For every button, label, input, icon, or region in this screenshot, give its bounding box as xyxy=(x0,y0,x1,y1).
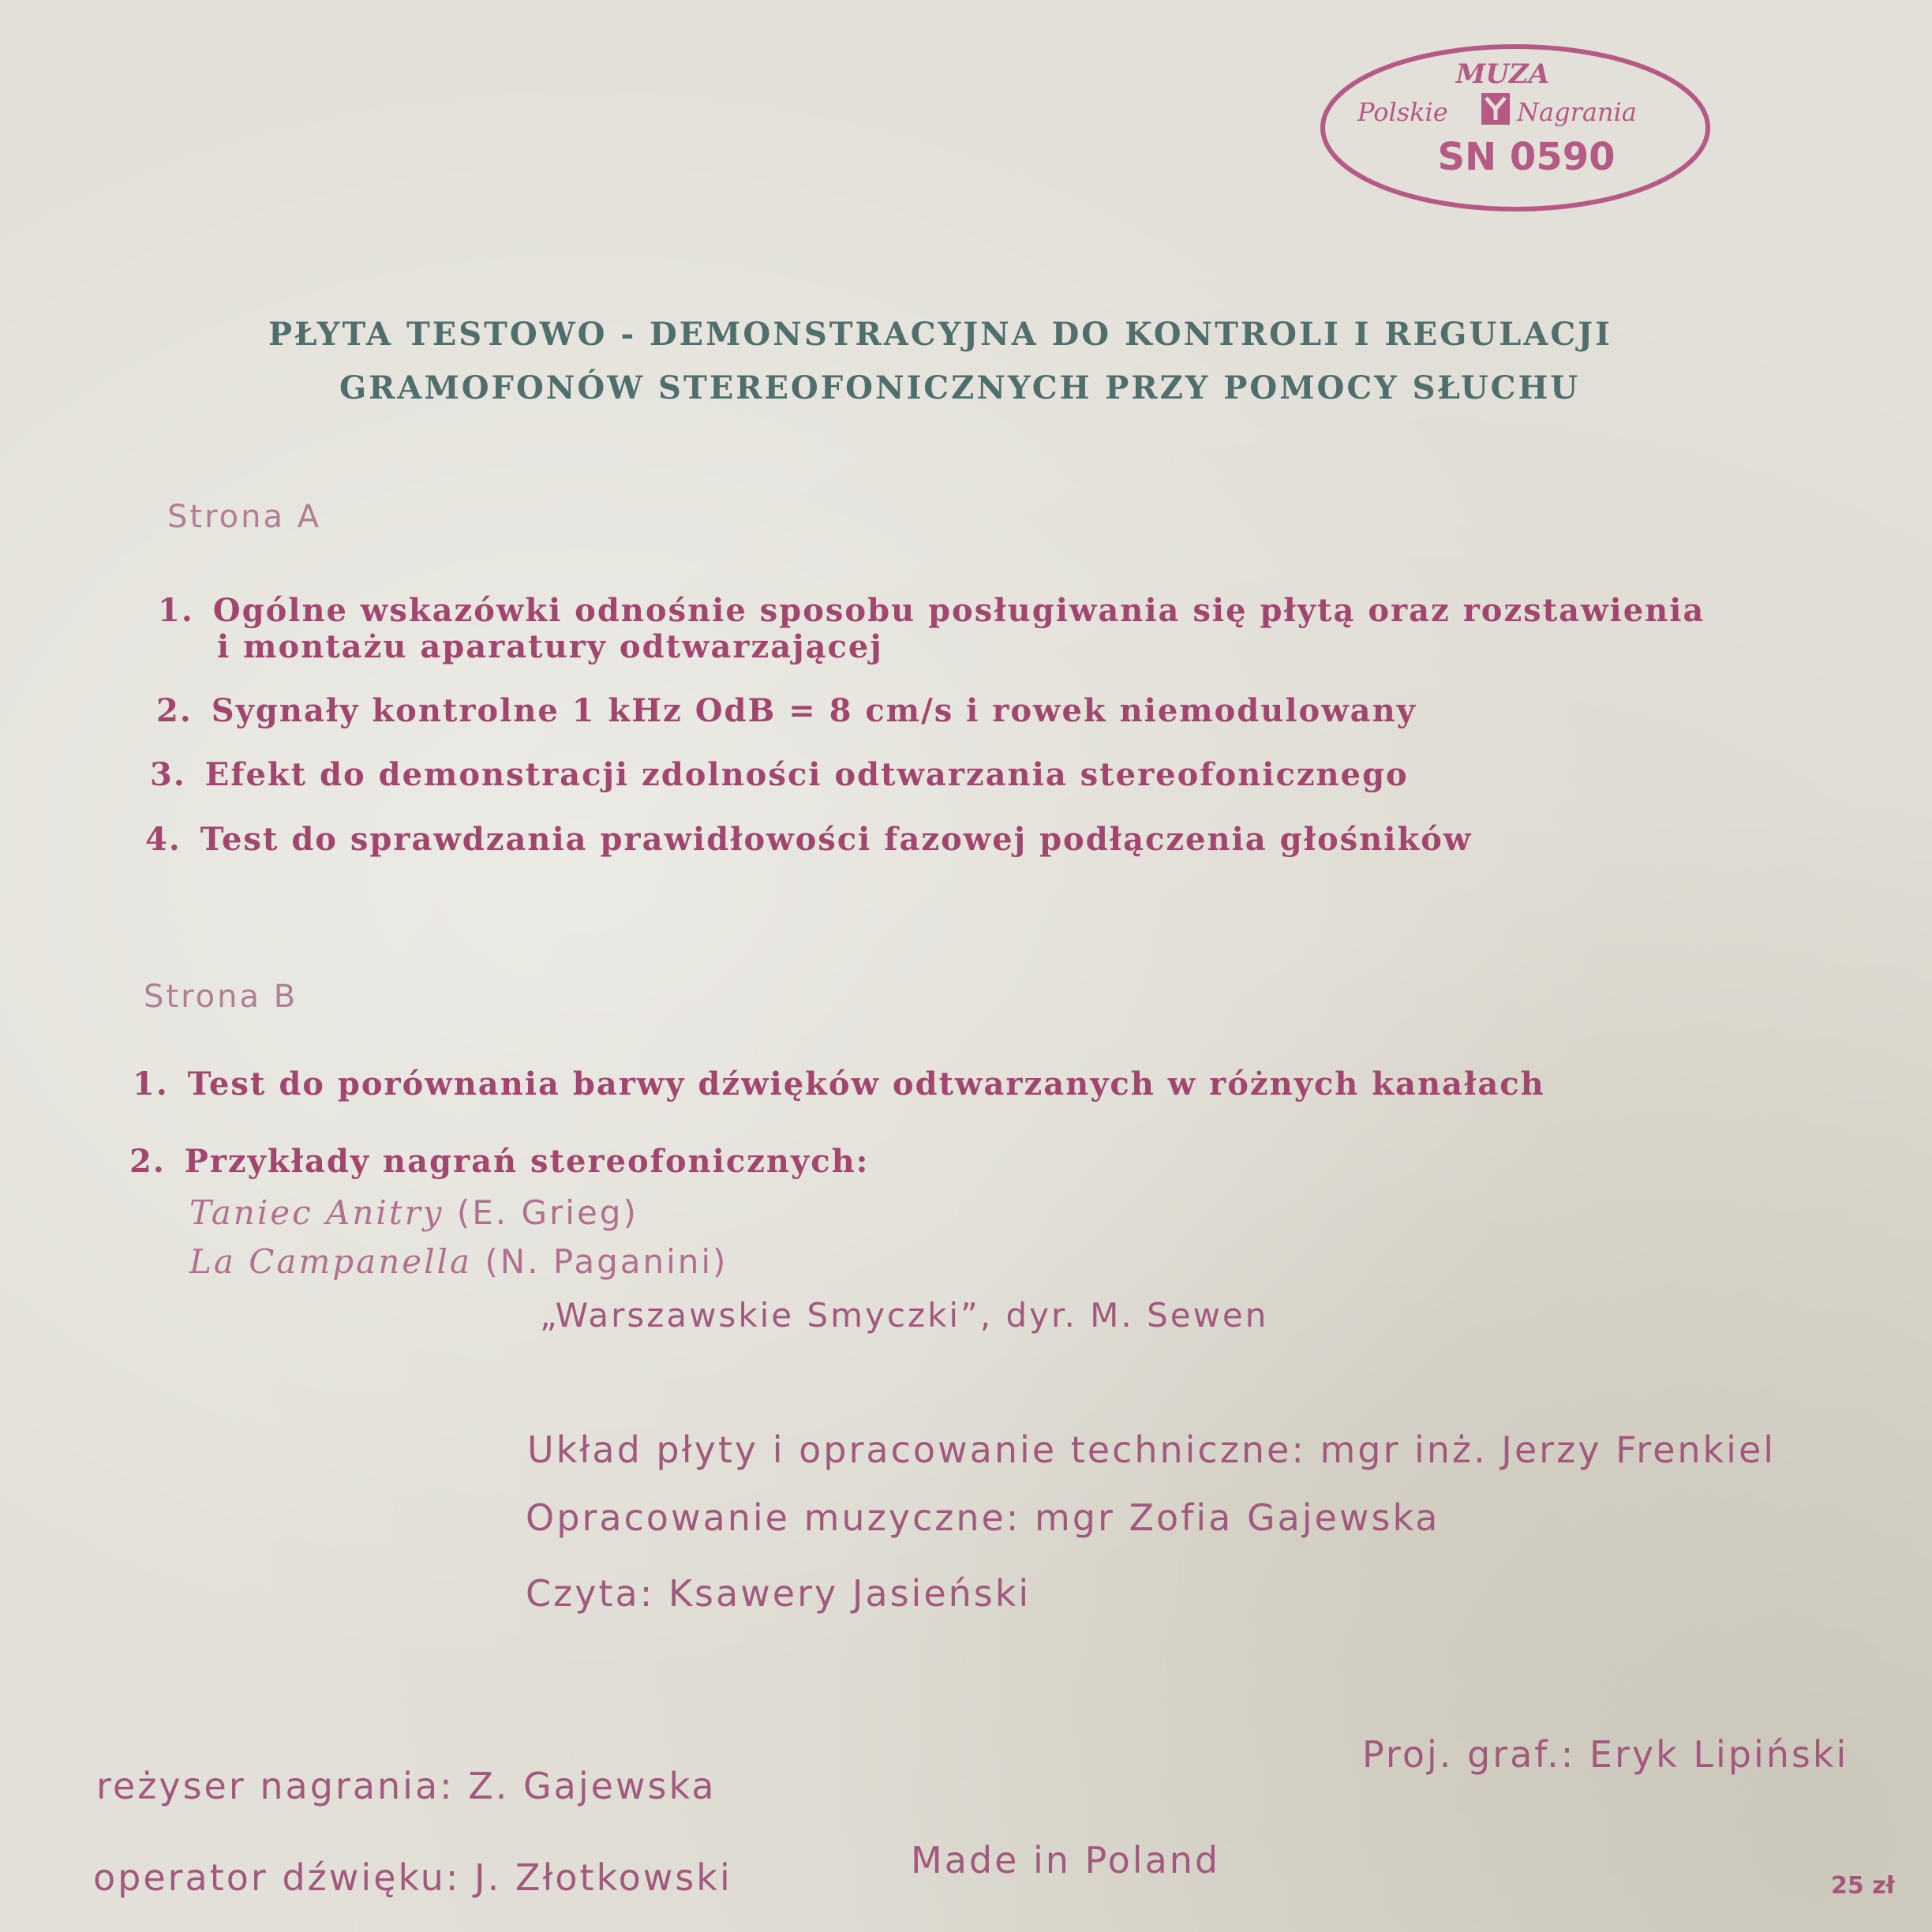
side-a-item-1-continued: i montażu aparatury odtwarzającej xyxy=(217,628,883,665)
side-a-heading: Strona A xyxy=(167,499,322,535)
stamp-graphic xyxy=(1320,43,1711,213)
title-line-2: GRAMOFONÓW STEREOFONICZNYCH PRZY POMOCY SŁUCHU xyxy=(339,369,1581,406)
side-b-item-1 xyxy=(133,1065,1545,1103)
credit-layout: Układ płyty i opracowanie techniczne: mgr inż. Jerzy Frenkiel xyxy=(527,1428,1777,1471)
price-label: 25 zł xyxy=(1831,1872,1895,1900)
muza-stamp xyxy=(1320,43,1711,213)
item-number: 4. xyxy=(145,821,182,858)
side-a-item-2 xyxy=(156,692,1417,729)
example-composer: (N. Paganini) xyxy=(485,1242,728,1281)
origin-label: Made in Poland xyxy=(911,1839,1221,1881)
stamp-catalog-number: SN 0590 xyxy=(1437,135,1616,179)
item-text: Przykłady nagrań stereofonicznych: xyxy=(184,1143,870,1180)
item-text: Ogólne wskazówki odnośnie sposobu posługiwania się płytą oraz rozstawienia xyxy=(212,592,1705,629)
item-number: 1. xyxy=(158,592,194,629)
credit-graphic: Proj. graf.: Eryk Lipiński xyxy=(1362,1733,1849,1776)
item-number: 1. xyxy=(133,1065,169,1103)
item-number: 2. xyxy=(156,692,193,729)
item-text: Efekt do demonstracji zdolności odtwarzania stereofonicznego xyxy=(204,756,1409,793)
title-line-1: PŁYTA TESTOWO - DEMONSTRACYJNA DO KONTROLI I REGULACJI xyxy=(268,316,1612,353)
credit-director: reżyser nagrania: Z. Gajewska xyxy=(96,1765,717,1807)
side-a-item-4 xyxy=(145,821,1472,858)
stamp-left-text: Polskie xyxy=(1357,97,1448,127)
credit-reader: Czyta: Ksawery Jasieński xyxy=(526,1572,1032,1615)
item-text: Sygnały kontrolne 1 kHz OdB = 8 cm/s i rowek niemodulowany xyxy=(211,692,1417,729)
item-number: 3. xyxy=(150,756,186,793)
item-text: Test do porównania barwy dźwięków odtwarzanych w różnych kanałach xyxy=(187,1065,1545,1103)
item-text: Test do sprawdzania prawidłowości fazowej podłączenia głośników xyxy=(200,821,1473,858)
credit-operator: operator dźwięku: J. Złotkowski xyxy=(93,1856,732,1899)
stamp-right-text: Nagrania xyxy=(1517,97,1637,127)
side-a-item-1 xyxy=(158,592,1705,629)
example-2 xyxy=(189,1242,728,1281)
example-title: La Campanella xyxy=(189,1242,473,1281)
side-b-heading: Strona B xyxy=(144,979,298,1015)
example-composer: (E. Grieg) xyxy=(456,1193,638,1232)
example-1 xyxy=(189,1193,638,1232)
side-b-item-2 xyxy=(129,1143,869,1180)
credit-music: Opracowanie muzyczne: mgr Zofia Gajewska xyxy=(526,1496,1440,1539)
example-title: Taniec Anitry xyxy=(189,1193,444,1232)
side-a-item-3 xyxy=(150,756,1409,793)
stamp-brand: MUZA xyxy=(1455,58,1550,90)
item-number: 2. xyxy=(129,1143,166,1180)
performer-line: „Warszawskie Smyczki”, dyr. M. Sewen xyxy=(540,1296,1269,1335)
